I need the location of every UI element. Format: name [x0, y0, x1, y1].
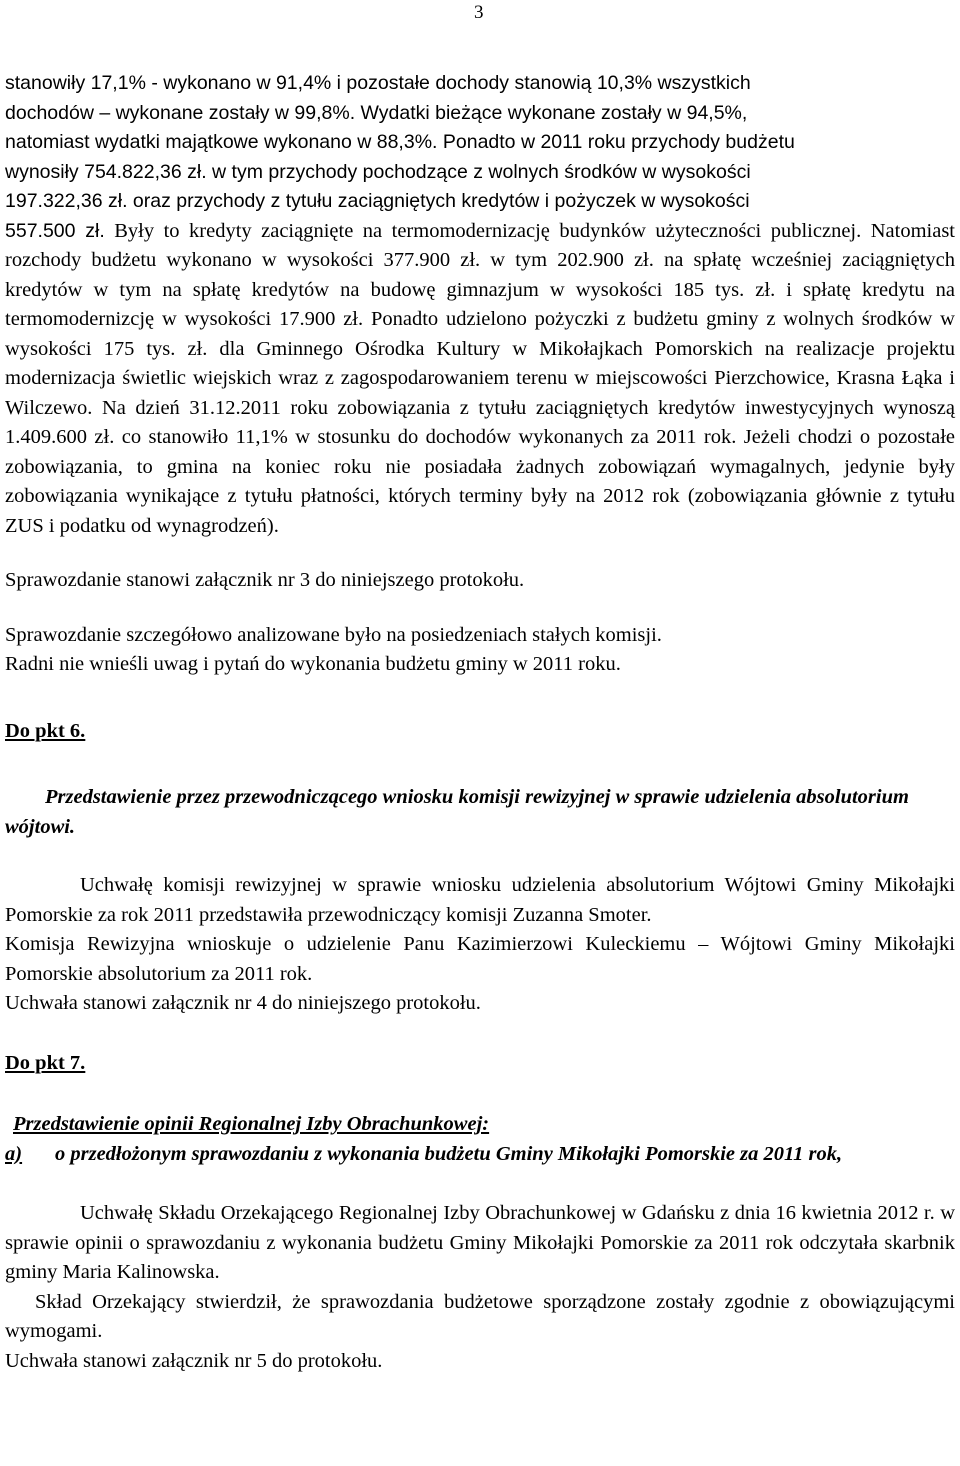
pkt6-paragraph-1: Uchwałę komisji rewizyjnej w sprawie wniosku udzielenia absolutorium Wójtowi Gminy Mikołajki Pomorskie za rok 2011 przedstawiła przewodniczący komisji Zuzanna Smoter.: [5, 874, 955, 926]
budget-line-6-start: 557.500 zł.: [5, 219, 105, 242]
pkt7-paragraph-1: Uchwałę Składu Orzekającego Regionalnej Izby Obrachunkowej w Gdańsku z dnia 16 kwietnia 2012 r. w sprawie opinii o sprawozdaniu z wykonania budżetu Gminy Mikołajki Pomorskie za 2011 rok odczytała skarbnik gminy Maria Kalinowska.: [5, 1202, 955, 1283]
pkt7-item-a: [5, 1140, 955, 1170]
page-number: 3: [474, 2, 484, 23]
committees-line-1: Sprawozdanie szczegółowo analizowane było na posiedzeniach stałych komisji.: [5, 623, 662, 646]
pkt7-item-a-text: o przedłożonym sprawozdaniu z wykonania budżetu Gminy Mikołajki Pomorskie za 2011 rok,: [55, 1142, 843, 1165]
budget-line-3: natomiast wydatki majątkowe wykonano w 88,3%. Ponadto w 2011 roku przychody budżetu: [5, 131, 795, 153]
budget-continuation: Były to kredyty zaciągnięte na termomodernizację budynków użyteczności publicznej. Natomiast rozchody budżetu wykonano w wysokości 377.900 zł. w tym 202.900 zł. na spłatę wcześniej zaciągniętych kredytów w tym na spłatę kredytów na budowę gimnazjum w wysokości 185 tys. zł. i spłatę kredytu na termomodernizcję w wysokości 17.900 zł. Ponadto udzielono pożyczki z budżetu gminy z wolnych środków w wysokości 175 tys. zł. dla Gminnego Ośrodka Kultury w Mikołajkach Pomorskich na realizacje projektu modernizacja świetlic wiejskich wraz z zagospodarowaniem terenu w miejscowości Pierzchowice, Krasna Łąka i Wilczewo. Na dzień 31.12.2011 roku zobowiązania z tytułu zaciągniętych kredytów inwestycyjnych wynoszą 1.409.600 zł. co stanowiło 11,1% w stosunku do dochodów wykonanych za 2011 rok. Jeżeli chodzi o pozostałe zobowiązania, to gmina na koniec roku nie posiadała żadnych zobowiązań wymagalnych, jedynie były zobowiązania wynikające z tytułu płatności, których terminy były na 2012 rok (zobowiązania głównie z tytułu ZUS i podatku od wynagrodzeń).: [5, 219, 955, 537]
attachment-3-line: Sprawozdanie stanowi załącznik nr 3 do niniejszego protokołu.: [5, 569, 525, 591]
pkt6-paragraph-3: Uchwała stanowi załącznik nr 4 do niniejszego protokołu.: [5, 992, 481, 1014]
budget-paragraph-rest: [5, 217, 955, 542]
budget-line-1: stanowiły 17,1% - wykonano w 91,4% i pozostałe dochody stanowią 10,3% wszystkich: [5, 72, 751, 94]
pkt7-paragraph-2: Skład Orzekający stwierdził, że sprawozdania budżetowe sporządzone zostały zgodnie z obowiązującymi wymogami.: [5, 1290, 955, 1342]
pkt6-title: Przedstawienie przez przewodniczącego wniosku komisji rewizyjnej w sprawie udzielenia absolutorium wójtowi.: [5, 786, 909, 838]
pkt6-heading: Do pkt 6.: [5, 719, 86, 742]
document-body: [5, 69, 955, 1376]
pkt7-heading: Do pkt 7.: [5, 1051, 86, 1074]
pkt6-paragraph-2: Komisja Rewizyjna wnioskuje o udzielenie Panu Kazimierzowi Kuleckiemu – Wójtowi Gminy Mikołajki Pomorskie absolutorium za 2011 rok.: [5, 933, 955, 985]
pkt7-title: Przedstawienie opinii Regionalnej Izby Obrachunkowej:: [13, 1113, 490, 1135]
budget-line-2: dochodów – wykonane zostały w 99,8%. Wydatki bieżące wykonane zostały w 94,5%,: [5, 101, 748, 124]
pkt7-paragraph-3: Uchwała stanowi załącznik nr 5 do protokołu.: [5, 1349, 383, 1372]
budget-line-5: 197.322,36 zł. oraz przychody z tytułu zaciągniętych kredytów i pożyczek w wysokości: [5, 190, 750, 212]
list-marker-a: a): [5, 1142, 23, 1165]
committees-line-2: Radni nie wnieśli uwag i pytań do wykonania budżetu gminy w 2011 roku.: [5, 653, 621, 675]
budget-line-4: wynosiły 754.822,36 zł. w tym przychody pochodzące z wolnych środków w wysokości: [5, 160, 751, 183]
